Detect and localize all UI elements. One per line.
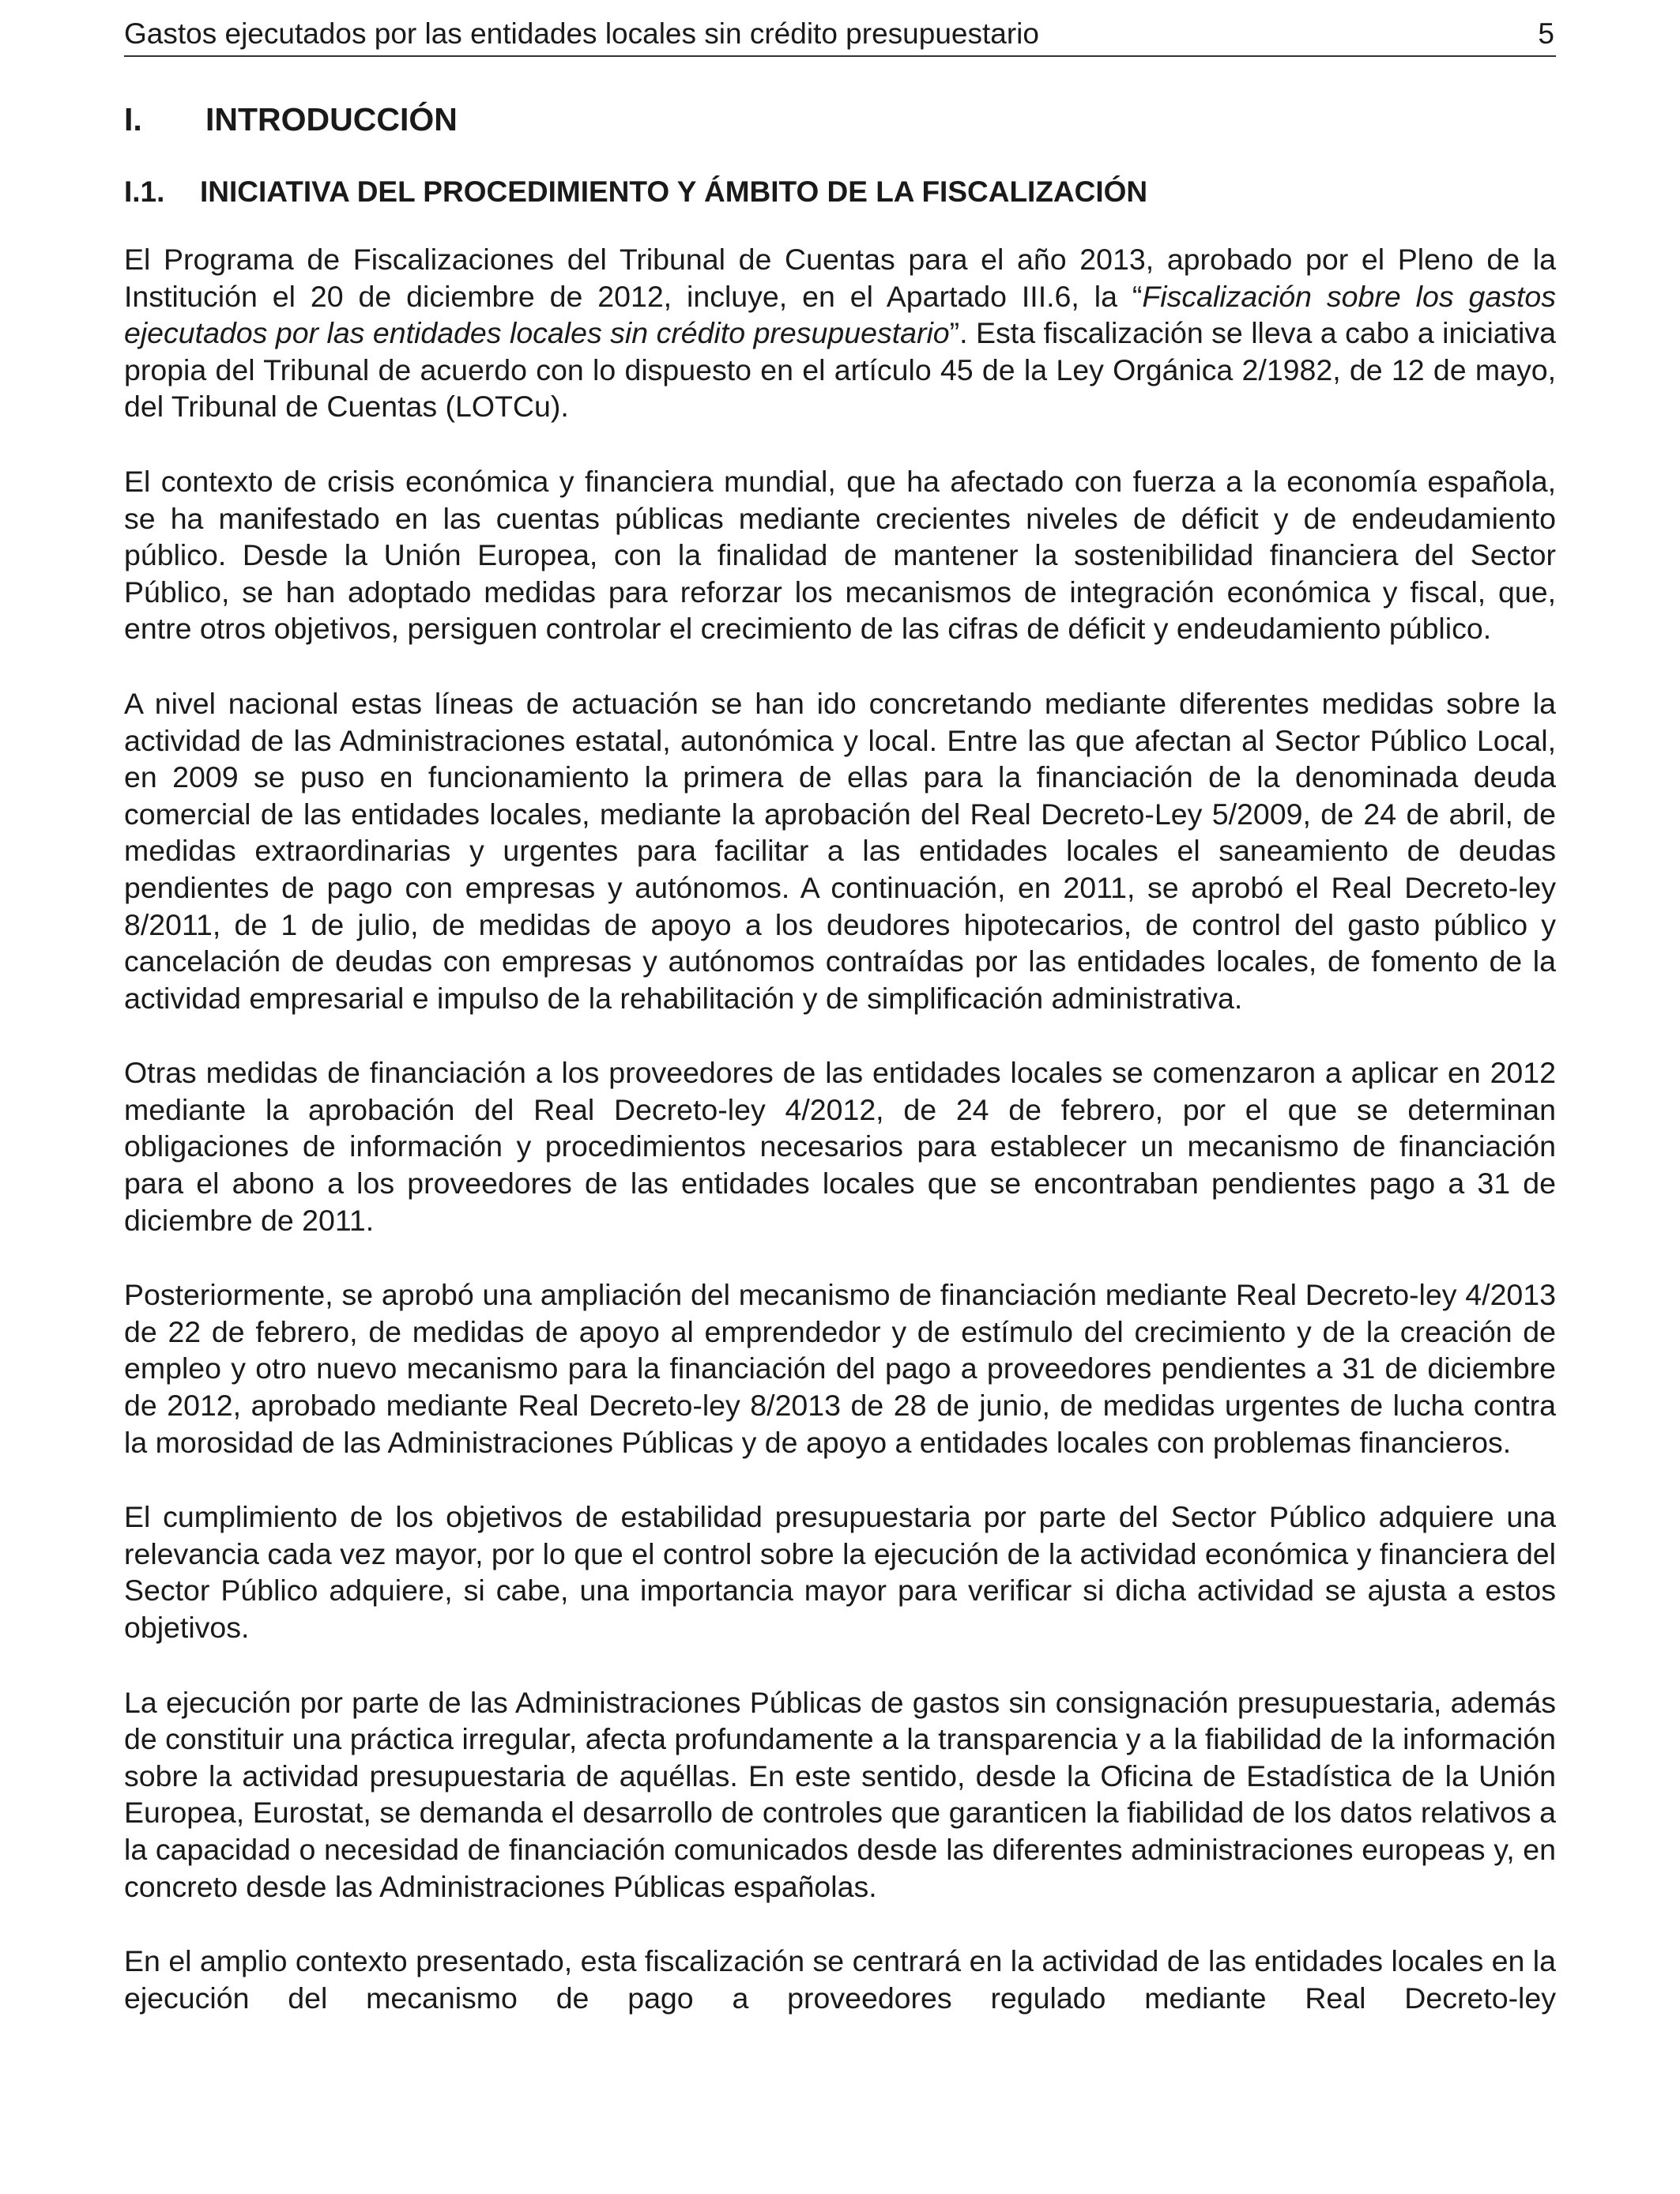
page-number: 5 [1538, 17, 1554, 50]
section-number: I. [124, 101, 142, 138]
paragraph-1-text-start: El Programa de Fiscalizaciones del Tribunal de Cuentas para el año 2013, aprobado por el Pleno de la Institución el 20 de diciembre de 2012, incluye, en el Apartado III.6, la “ [124, 243, 1556, 313]
paragraph-8: En el amplio contexto presentado, esta fiscalización se centrará en la actividad de las entidades locales en la ejecución del mecanismo de pago a proveedores regulado mediante Real Decreto-ley [124, 1944, 1556, 2015]
body-text [124, 241, 1556, 2016]
subsection-title: INICIATIVA DEL PROCEDIMIENTO Y ÁMBITO DE LA FISCALIZACIÓN [200, 175, 1148, 208]
subsection-number: I.1. [124, 175, 165, 208]
paragraph-7: La ejecución por parte de las Administraciones Públicas de gastos sin consignación presupuestaria, además de constituir una práctica irregular, afecta profundamente a la transparencia y a la fiabilidad de la información sobre la actividad presupuestaria de aquéllas. En este sentido, desde la Oficina de Estadística de la Unión Europea, Eurostat, se demanda el desarrollo de controles que garanticen la fiabilidad de los datos relativos a la capacidad o necesidad de financiación comunicados desde las diferentes administraciones europeas y, en concreto desde las Administraciones Públicas españolas. [124, 1685, 1556, 1903]
paragraph-1-italic-title: Fiscalización sobre los gastos ejecutados por las entidades locales sin crédito presupuestario [124, 279, 1557, 350]
paragraph-3: A nivel nacional estas líneas de actuación se han ido concretando mediante diferentes medidas sobre la actividad de las Administraciones estatal, autonómica y local. Entre las que afectan al Sector Público Local, en 2009 se puso en funcionamiento la primera de ellas para la financiación de la denominada deuda comercial de las entidades locales, mediante la aprobación del Real Decreto-Ley 5/2009, de 24 de abril, de medidas extraordinarias y urgentes para facilitar a las entidades locales el saneamiento de deudas pendientes de pago con empresas y autónomos. A continuación, en 2011, se aprobó el Real Decreto-ley 8/2011, de 1 de julio, de medidas de apoyo a los deudores hipotecarios, de control del gasto público y cancelación de deudas con empresas y autónomos contraídas por las entidades locales, de fomento de la actividad empresarial e impulso de la rehabilitación y de simplificación administrativa. [124, 686, 1556, 1015]
subsection-heading [124, 172, 1147, 212]
paragraph-4: Otras medidas de financiación a los proveedores de las entidades locales se comenzaron a aplicar en 2012 mediante la aprobación del Real Decreto-ley 4/2012, de 24 de febrero, por el que se determinan obligaciones de información y procedimientos necesarios para establecer un mecanismo de financiación para el abono a los proveedores de las entidades locales que se encontraban pendientes pago a 31 de diciembre de 2011. [124, 1056, 1556, 1237]
paragraph-1-text-end: ”. Esta fiscalización se lleva a cabo a iniciativa propia del Tribunal de acuerdo con lo dispuesto en el artículo 45 de la Ley Orgánica 2/1982, de 12 de mayo, del Tribunal de Cuentas (LOTCu). [124, 316, 1556, 424]
running-header [124, 14, 1556, 57]
section-title: INTRODUCCIÓN [205, 101, 458, 138]
section-heading [124, 98, 458, 141]
paragraph-6: El cumplimiento de los objetivos de estabilidad presupuestaria por parte del Sector Público adquiere una relevancia cada vez mayor, por lo que el control sobre la ejecución de la actividad económica y financiera del Sector Público adquiere, si cabe, una importancia mayor para verificar si dicha actividad se ajusta a estos objetivos. [124, 1500, 1556, 1644]
paragraph-1 [124, 241, 1556, 425]
paragraph-2: El contexto de crisis económica y financiera mundial, que ha afectado con fuerza a la economía española, se ha manifestado en las cuentas públicas mediante crecientes niveles de déficit y de endeudamiento público. Desde la Unión Europea, con la finalidad de mantener la sostenibilidad financiera del Sector Público, se han adoptado medidas para reforzar los mecanismos de integración económica y fiscal, que, entre otros objetivos, persiguen controlar el crecimiento de las cifras de déficit y endeudamiento público. [124, 464, 1556, 646]
paragraph-5: Posteriormente, se aprobó una ampliación del mecanismo de financiación mediante Real Decreto-ley 4/2013 de 22 de febrero, de medidas de apoyo al emprendedor y de estímulo del crecimiento y de la creación de empleo y otro nuevo mecanismo para la financiación del pago a proveedores pendientes a 31 de diciembre de 2012, aprobado mediante Real Decreto-ley 8/2013 de 28 de junio, de medidas urgentes de lucha contra la morosidad de las Administraciones Públicas y de apoyo a entidades locales con problemas financieros. [124, 1278, 1556, 1459]
running-title: Gastos ejecutados por las entidades locales sin crédito presupuestario [124, 17, 1039, 50]
